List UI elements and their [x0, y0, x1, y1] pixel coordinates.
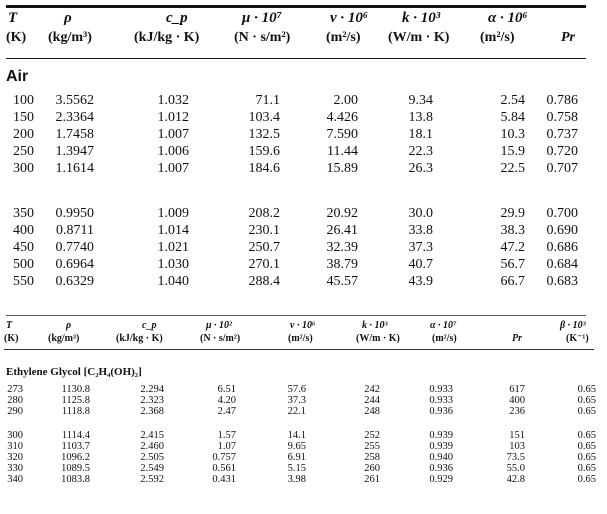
- table-cell: 3.5562: [55, 93, 94, 108]
- table-divider: [6, 315, 586, 316]
- table-cell: 9.34: [408, 93, 433, 108]
- unit-rho: (kg/m³): [48, 30, 92, 45]
- table-cell: 1114.4: [61, 430, 90, 441]
- table-cell: 43.9: [408, 274, 433, 289]
- table-cell: 103: [509, 441, 525, 452]
- table-row: [6, 223, 586, 239]
- table-cell: 29.9: [500, 206, 525, 221]
- table-cell: 32.39: [326, 240, 358, 255]
- table-cell: 400: [509, 395, 525, 406]
- unit-alpha: (m²/s): [432, 333, 457, 344]
- table-cell: 47.2: [500, 240, 525, 255]
- col-header-nu: ν · 10⁶: [330, 10, 369, 26]
- table-cell: 150: [13, 110, 34, 125]
- table-cell: 22.5: [500, 161, 525, 176]
- table-cell: 273: [7, 384, 23, 395]
- table-row: [4, 406, 594, 418]
- table-cell: 5.15: [287, 463, 306, 474]
- table-cell: 2.54: [500, 93, 525, 108]
- table-cell: 252: [364, 430, 380, 441]
- table-cell: 0.690: [546, 223, 578, 238]
- table-cell: 15.89: [326, 161, 358, 176]
- table-cell: 38.3: [500, 223, 525, 238]
- col-header-pr: Pr: [512, 333, 522, 344]
- table-cell: 66.7: [500, 274, 525, 289]
- table-cell: 290: [7, 406, 23, 417]
- table-cell: 0.6329: [55, 274, 94, 289]
- table-cell: 1125.8: [61, 395, 90, 406]
- table-cell: 1.3947: [55, 144, 94, 159]
- table-cell: 2.505: [140, 452, 164, 463]
- table-cell: 330: [7, 463, 23, 474]
- table-row: [6, 274, 586, 290]
- table-cell: 2.323: [140, 395, 164, 406]
- table-cell: 42.8: [506, 474, 525, 485]
- table-row: [6, 161, 586, 177]
- table-cell: 1103.7: [61, 441, 90, 452]
- col-header-k: k · 10³: [402, 10, 441, 26]
- table-cell: 2.3364: [55, 110, 94, 125]
- col-header-alpha: α · 10⁶: [488, 10, 528, 26]
- table-cell: 248: [364, 406, 380, 417]
- table-cell: 0.65: [577, 463, 596, 474]
- table-cell: 20.92: [326, 206, 358, 221]
- table-cell: 4.426: [326, 110, 358, 125]
- table-cell: 159.6: [248, 144, 280, 159]
- col-header-rho: ρ: [66, 320, 72, 331]
- table-cell: 5.84: [500, 110, 525, 125]
- table-cell: 0.6964: [55, 257, 94, 272]
- table-cell: 450: [13, 240, 34, 255]
- table-cell: 0.758: [546, 110, 578, 125]
- table-cell: 0.933: [429, 384, 453, 395]
- table-cell: 208.2: [248, 206, 280, 221]
- table-cell: 1.007: [157, 161, 189, 176]
- table-cell: 18.1: [408, 127, 433, 142]
- table-row: [6, 240, 586, 256]
- unit-mu: (N · s/m²): [200, 333, 241, 344]
- table-cell: 1.57: [217, 430, 236, 441]
- col-header-k: k · 10³: [362, 320, 388, 331]
- table-cell: 230.1: [248, 223, 280, 238]
- table-cell: 4.20: [217, 395, 236, 406]
- header-rule: [6, 58, 586, 59]
- table-cell: 6.91: [287, 452, 306, 463]
- table-cell: 1118.8: [61, 406, 90, 417]
- table-cell: 1089.5: [61, 463, 90, 474]
- table-cell: 26.3: [408, 161, 433, 176]
- table-cell: 0.936: [429, 406, 453, 417]
- table-cell: 2.415: [140, 430, 164, 441]
- col-header-mu: μ · 10²: [206, 320, 233, 331]
- table-cell: 310: [7, 441, 23, 452]
- col-header-beta: β · 10³: [560, 320, 586, 331]
- table-cell: 350: [13, 206, 34, 221]
- table-cell: 57.6: [287, 384, 306, 395]
- table-cell: 242: [364, 384, 380, 395]
- table-cell: 11.44: [327, 144, 358, 159]
- table-cell: 3.98: [287, 474, 306, 485]
- table-cell: 236: [509, 406, 525, 417]
- table-cell: 151: [509, 430, 525, 441]
- table-cell: 1.014: [157, 223, 189, 238]
- table-cell: 2.592: [140, 474, 164, 485]
- unit-beta: (K⁻¹): [566, 333, 589, 344]
- table-cell: 71.1: [255, 93, 280, 108]
- table-cell: 0.9950: [55, 206, 94, 221]
- table-cell: 132.5: [248, 127, 280, 142]
- table-cell: 14.1: [287, 430, 306, 441]
- table-cell: 250: [13, 144, 34, 159]
- table-cell: 0.65: [577, 452, 596, 463]
- table-cell: 0.65: [577, 430, 596, 441]
- table-cell: 6.51: [217, 384, 236, 395]
- table-cell: 55.0: [506, 463, 525, 474]
- table-cell: 500: [13, 257, 34, 272]
- table-cell: 2.47: [217, 406, 236, 417]
- table-cell: 617: [509, 384, 525, 395]
- table-cell: 0.8711: [56, 223, 94, 238]
- unit-nu: (m²/s): [288, 333, 313, 344]
- table-cell: 0.683: [546, 274, 578, 289]
- table-cell: 0.786: [546, 93, 578, 108]
- table-cell: 0.431: [212, 474, 236, 485]
- table-cell: 300: [7, 430, 23, 441]
- table-cell: 0.65: [577, 395, 596, 406]
- table-cell: 280: [7, 395, 23, 406]
- table-cell: 200: [13, 127, 34, 142]
- table-cell: 2.294: [140, 384, 164, 395]
- col-header-cp: c_p: [166, 10, 188, 26]
- table-cell: 7.590: [326, 127, 358, 142]
- table-cell: 1.040: [157, 274, 189, 289]
- table-cell: 15.9: [500, 144, 525, 159]
- unit-k: (W/m · K): [356, 333, 400, 344]
- unit-cp: (kJ/kg · K): [116, 333, 163, 344]
- table-cell: 13.8: [408, 110, 433, 125]
- table-cell: 0.65: [577, 384, 596, 395]
- table-cell: 37.3: [287, 395, 306, 406]
- table-cell: 1.7458: [55, 127, 94, 142]
- table-cell: 550: [13, 274, 34, 289]
- col-header-rho: ρ: [64, 10, 72, 26]
- table-cell: 270.1: [248, 257, 280, 272]
- section-title-air: Air: [6, 68, 29, 85]
- table-cell: 2.368: [140, 406, 164, 417]
- unit-k: (W/m · K): [388, 30, 450, 45]
- table-cell: 1.012: [157, 110, 189, 125]
- unit-alpha: (m²/s): [480, 30, 515, 45]
- table-cell: 22.1: [287, 406, 306, 417]
- col-header-t: T: [6, 320, 13, 331]
- table-cell: 100: [13, 93, 34, 108]
- col-header-cp: c_p: [142, 320, 157, 331]
- table-cell: 1.021: [157, 240, 189, 255]
- table-cell: 40.7: [408, 257, 433, 272]
- table-cell: 0.7740: [55, 240, 94, 255]
- table-cell: 320: [7, 452, 23, 463]
- table-cell: 1130.8: [61, 384, 90, 395]
- table-cell: 0.933: [429, 395, 453, 406]
- table-cell: 2.549: [140, 463, 164, 474]
- unit-t: (K): [4, 333, 19, 344]
- col-header-pr: Pr: [561, 30, 575, 45]
- top-rule: [6, 5, 586, 8]
- table-cell: 0.757: [212, 452, 236, 463]
- table-cell: 261: [364, 474, 380, 485]
- table-cell: 0.939: [429, 430, 453, 441]
- table-cell: 258: [364, 452, 380, 463]
- table-cell: 1.030: [157, 257, 189, 272]
- table-cell: 1096.2: [61, 452, 90, 463]
- table-row: [6, 144, 586, 160]
- col-header-alpha: α · 10⁷: [430, 320, 457, 331]
- table-cell: 340: [7, 474, 23, 485]
- table-cell: 37.3: [408, 240, 433, 255]
- table-cell: 9.65: [287, 441, 306, 452]
- table-cell: 1.006: [157, 144, 189, 159]
- table-cell: 1.007: [157, 127, 189, 142]
- table-cell: 288.4: [248, 274, 280, 289]
- table-cell: 103.4: [248, 110, 280, 125]
- table-cell: 0.684: [546, 257, 578, 272]
- table-cell: 0.720: [546, 144, 578, 159]
- table-row: [6, 257, 586, 273]
- header-rule: [4, 349, 594, 350]
- table-row: [4, 474, 594, 486]
- table-cell: 300: [13, 161, 34, 176]
- table-cell: 0.686: [546, 240, 578, 255]
- table-cell: 250.7: [248, 240, 280, 255]
- table-row: [6, 127, 586, 143]
- table-cell: 56.7: [500, 257, 525, 272]
- table-cell: 0.737: [546, 127, 578, 142]
- table-cell: 1.009: [157, 206, 189, 221]
- table-cell: 1.1614: [55, 161, 94, 176]
- table-cell: 73.5: [506, 452, 525, 463]
- table-cell: 1083.8: [61, 474, 90, 485]
- section-title-ethylene-glycol: Ethylene Glycol [C₂H₄(OH)₂]: [6, 366, 142, 378]
- table-cell: 0.939: [429, 441, 453, 452]
- col-header-nu: ν · 10⁶: [290, 320, 316, 331]
- table-cell: 244: [364, 395, 380, 406]
- unit-nu: (m²/s): [326, 30, 361, 45]
- table-cell: 2.00: [333, 93, 358, 108]
- table-row: [6, 206, 586, 222]
- table-cell: 1.07: [217, 441, 236, 452]
- table-cell: 0.700: [546, 206, 578, 221]
- table-cell: 0.940: [429, 452, 453, 463]
- table-cell: 26.41: [326, 223, 358, 238]
- table-cell: 1.032: [157, 93, 189, 108]
- table-cell: 255: [364, 441, 380, 452]
- table-row: [6, 110, 586, 126]
- table-cell: 184.6: [248, 161, 280, 176]
- table-cell: 10.3: [500, 127, 525, 142]
- table-cell: 45.57: [326, 274, 358, 289]
- table-cell: 0.707: [546, 161, 578, 176]
- table-cell: 400: [13, 223, 34, 238]
- table-cell: 260: [364, 463, 380, 474]
- col-header-t: T: [8, 10, 18, 26]
- table-cell: 0.561: [212, 463, 236, 474]
- col-header-mu: μ · 10⁷: [242, 10, 282, 26]
- table-row: [6, 93, 586, 109]
- unit-t: (K): [6, 30, 27, 45]
- table-cell: 33.8: [408, 223, 433, 238]
- table-cell: 0.936: [429, 463, 453, 474]
- table-cell: 0.929: [429, 474, 453, 485]
- table-cell: 0.65: [577, 406, 596, 417]
- table-cell: 38.79: [326, 257, 358, 272]
- table-cell: 30.0: [408, 206, 433, 221]
- unit-rho: (kg/m³): [48, 333, 80, 344]
- table-cell: 2.460: [140, 441, 164, 452]
- unit-cp: (kJ/kg · K): [134, 30, 200, 45]
- table-cell: 0.65: [577, 441, 596, 452]
- unit-mu: (N · s/m²): [234, 30, 291, 45]
- table-cell: 22.3: [408, 144, 433, 159]
- table-cell: 0.65: [577, 474, 596, 485]
